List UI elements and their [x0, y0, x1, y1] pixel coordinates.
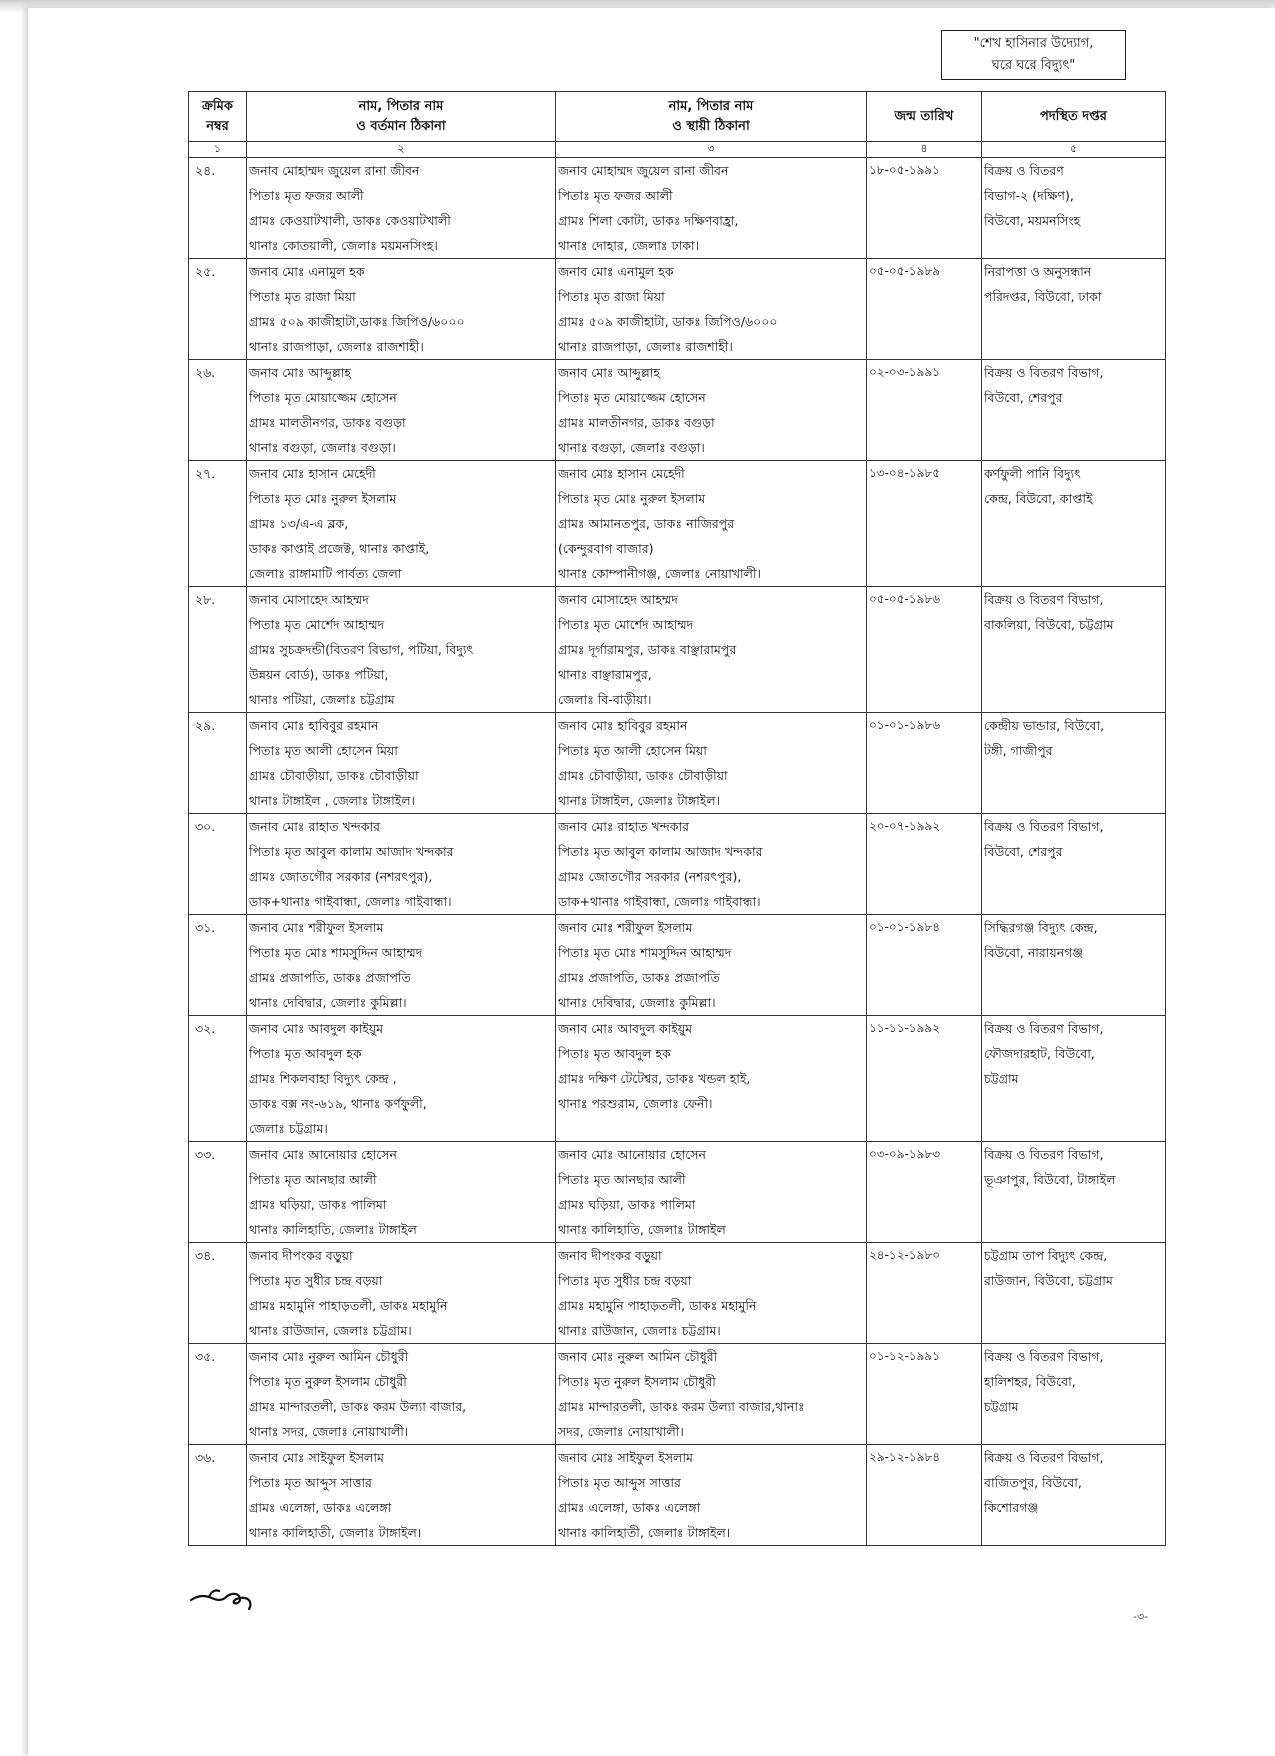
column-number: ৫ [982, 142, 1166, 158]
office-line: সিদ্ধিরগঞ্জ বিদ্যুৎ কেন্দ্র, [984, 920, 1098, 935]
office-cell [982, 360, 1166, 461]
present-address-line: গ্রামঃ চৌবাড়ীয়া, ডাকঃ চৌবাড়ীয়া [249, 768, 419, 783]
permanent-address-cell [556, 713, 867, 814]
dob-cell: ০১-০১-১৯৮৪ [867, 915, 982, 1016]
page-number: -৩- [1133, 1610, 1149, 1623]
present-address-cell [247, 1142, 556, 1243]
office-cell [982, 158, 1166, 259]
serial-cell: ৩২. [189, 1016, 247, 1142]
present-address-cell [247, 1344, 556, 1445]
present-address-line: থানাঃ দেবিদ্বার, জেলাঃ কুমিল্লা। [249, 995, 407, 1010]
column-number: ২ [247, 142, 556, 158]
table-row [189, 259, 1166, 360]
permanent-address-line: পিতাঃ মৃত রাজা মিয়া [558, 289, 665, 304]
table-row [189, 1445, 1166, 1546]
present-address-line: জনাব মোঃ এনামুল হক [249, 264, 365, 279]
serial-cell: ২৫. [189, 259, 247, 360]
permanent-address-cell [556, 461, 867, 587]
office-line: বিউবো, নারায়নগঞ্জ [984, 945, 1084, 960]
present-address-line: গ্রামঃ ঘড়িয়া, ডাকঃ পালিমা [249, 1197, 387, 1212]
present-address-line: জনাব মোঃ সাইফুল ইসলাম [249, 1450, 384, 1465]
office-line: কর্ণফুলী পানি বিদ্যুৎ [984, 466, 1081, 481]
present-address-line: জনাব মোঃ আবদুল কাইয়ুম [249, 1021, 384, 1036]
dob-cell: ২৯-১২-১৯৮৪ [867, 1445, 982, 1546]
present-address-line: গ্রামঃ এলেঙ্গা, ডাকঃ এলেঙ্গা [249, 1500, 392, 1515]
serial-cell: ২৪. [189, 158, 247, 259]
dob-cell: ১৮-০৫-১৯৯১ [867, 158, 982, 259]
office-line: বিক্রয় ও বিতরণ বিভাগ, [984, 592, 1104, 607]
slogan-line-1: "শেখ হাসিনার উদ্যোগ, [973, 36, 1094, 51]
present-address-line: পিতাঃ মৃত সুধীর চন্দ্র বড়য়া [249, 1273, 383, 1288]
permanent-address-line: ডাক+থানাঃ গাইবান্ধা, জেলাঃ গাইবান্ধা। [558, 894, 761, 909]
table-row [189, 713, 1166, 814]
permanent-address-cell [556, 915, 867, 1016]
present-address-line: পিতাঃ মৃত আনছার আলী [249, 1172, 377, 1187]
present-address-line: জনাব মোঃ আব্দুল্লাহ [249, 365, 351, 380]
header-present-line-2: ও বর্তমান ঠিকানা [356, 118, 446, 134]
present-address-line: থানাঃ কালিহাতি, জেলাঃ টাঙ্গাইল [249, 1222, 417, 1237]
header-present-address [247, 92, 556, 142]
present-address-line: পিতাঃ মৃত আলী হোসেন মিয়া [249, 743, 398, 758]
office-line: বাজিতপুর, বিউবো, [984, 1475, 1082, 1490]
permanent-address-line: থানাঃ বাঞ্ছারামপুর, [558, 667, 652, 682]
present-address-cell [247, 360, 556, 461]
permanent-address-line: থানাঃ কালিহাতী, জেলাঃ টাঙ্গাইল। [558, 1525, 731, 1540]
office-line: বিক্রয় ও বিতরণ [984, 163, 1064, 178]
office-cell [982, 1016, 1166, 1142]
serial-cell: ৩০. [189, 814, 247, 915]
dob-cell: ০২-০৩-১৯৯১ [867, 360, 982, 461]
office-line: বিক্রয় ও বিতরণ বিভাগ, [984, 1147, 1104, 1162]
permanent-address-line: গ্রামঃ ঘড়িয়া, ডাকঃ পালিমা [558, 1197, 696, 1212]
permanent-address-line: পিতাঃ মৃত মোঃ শামসুদ্দিন আহাম্মদ [558, 945, 732, 960]
present-address-line: থানাঃ টাঙ্গাইল , জেলাঃ টাঙ্গাইল। [249, 793, 415, 808]
permanent-address-line: থানাঃ বগুড়া, জেলাঃ বগুড়া। [558, 440, 705, 455]
table-row [189, 915, 1166, 1016]
office-line: কিশোরগঞ্জ [984, 1500, 1039, 1515]
permanent-address-line: গ্রামঃ দূর্গারামপুর, ডাকঃ বাঞ্ছারামপুর [558, 642, 737, 657]
office-line: কেন্দ্র, বিউবো, কাপ্তাই [984, 491, 1093, 506]
permanent-address-line: সদর, জেলাঃ নোয়াখালী। [558, 1424, 684, 1439]
present-address-cell [247, 587, 556, 713]
office-cell [982, 259, 1166, 360]
office-cell [982, 713, 1166, 814]
permanent-address-line: জনাব মোঃ আনোয়ার হোসেন [558, 1147, 707, 1162]
header-permanent-line-1: নাম, পিতার নাম [668, 98, 754, 114]
dob-cell: ০৫-০৫-১৯৮৯ [867, 259, 982, 360]
present-address-line: গ্রামঃ মালতীনগর, ডাকঃ বগুড়া [249, 415, 406, 430]
present-address-line: জনাব মোঃ আনোয়ার হোসেন [249, 1147, 398, 1162]
present-address-line: গ্রামঃ সুচক্রদন্ডী(বিতরণ বিভাগ, পটিয়া, বিদ্যুৎ [249, 642, 474, 657]
present-address-line: পিতাঃ মৃত মোঃ নুরুল ইসলাম [249, 491, 397, 506]
permanent-address-line: গ্রামঃ চৌবাড়ীয়া, ডাকঃ চৌবাড়ীয়া [558, 768, 728, 783]
permanent-address-line: জনাব দীপংকর বড়ুয়া [558, 1248, 662, 1263]
office-cell [982, 1142, 1166, 1243]
table-row [189, 360, 1166, 461]
permanent-address-line: জনাব মোঃ নুরুল আমিন চৌধুরী [558, 1349, 718, 1364]
permanent-address-line: জনাব মোঃ শরীফুল ইসলাম [558, 920, 693, 935]
present-address-line: জনাব মোহাম্মদ জুয়েল রানা জীবন [249, 163, 420, 178]
permanent-address-line: জনাব মোঃ এনামুল হক [558, 264, 674, 279]
permanent-address-line: পিতাঃ মৃত আবদুল হক [558, 1046, 671, 1061]
present-address-line: গ্রামঃ ৫০৯ কাজীহাটা,ডাকঃ জিপিও/৬০০০ [249, 314, 465, 329]
present-address-cell [247, 915, 556, 1016]
office-line: পরিদপ্তর, বিউবো, ঢাকা [984, 289, 1102, 304]
permanent-address-line: পিতাঃ মৃত আনছার আলী [558, 1172, 686, 1187]
header-office: পদস্থিত দপ্তর [982, 92, 1166, 142]
dob-cell: ১৩-০৪-১৯৮৫ [867, 461, 982, 587]
office-line: ভূঞাপুর, বিউবো, টাঙ্গাইল [984, 1172, 1116, 1187]
permanent-address-line: থানাঃ রাজপাড়া, জেলাঃ রাজশাহী। [558, 339, 733, 354]
office-line: বিউবো, শেরপুর [984, 844, 1063, 859]
column-number-row [189, 142, 1166, 158]
office-line: বিক্রয় ও বিতরণ বিভাগ, [984, 1021, 1104, 1036]
office-line: বিক্রয় ও বিতরণ বিভাগ, [984, 1349, 1104, 1364]
permanent-address-line: গ্রামঃ মহামুনি পাহাড়তলী, ডাকঃ মহামুনি [558, 1298, 757, 1313]
serial-cell: ৩৫. [189, 1344, 247, 1445]
present-address-line: জেলাঃ রাঙ্গামাটি পার্বত্য জেলা [249, 566, 402, 581]
present-address-line: পিতাঃ মৃত আব্দুস সাত্তার [249, 1475, 372, 1490]
table-row [189, 814, 1166, 915]
permanent-address-line: থানাঃ দেবিদ্বার, জেলাঃ কুমিল্লা। [558, 995, 716, 1010]
permanent-address-line: পিতাঃ মৃত সুধীর চন্দ্র বড়য়া [558, 1273, 692, 1288]
header-permanent-line-2: ও স্থায়ী ঠিকানা [672, 118, 750, 134]
present-address-line: জনাব মোঃ নুরুল আমিন চৌধুরী [249, 1349, 409, 1364]
permanent-address-line: গ্রামঃ মান্দারতলী, ডাকঃ করম উল্যা বাজার,থানাঃ [558, 1399, 805, 1414]
header-dob: জন্ম তারিখ [867, 92, 982, 142]
office-cell [982, 1445, 1166, 1546]
present-address-line: পিতাঃ মৃত ফজর আলী [249, 188, 364, 203]
table-row [189, 1016, 1166, 1142]
present-address-cell [247, 713, 556, 814]
present-address-line: গ্রামঃ মান্দারতলী, ডাকঃ করম উল্যা বাজার, [249, 1399, 467, 1414]
permanent-address-line: পিতাঃ মৃত মোঃ নুরুল ইসলাম [558, 491, 706, 506]
permanent-address-line: (কেন্দুরবাগ বাজার) [558, 541, 654, 556]
serial-cell: ৩৪. [189, 1243, 247, 1344]
table-row [189, 461, 1166, 587]
permanent-address-line: জনাব মোঃ আবদুল কাইয়ুম [558, 1021, 693, 1036]
present-address-line: থানাঃ রাজপাড়া, জেলাঃ রাজশাহী। [249, 339, 424, 354]
office-line: চট্টগ্রাম [984, 1071, 1019, 1086]
dob-cell: ০৫-০৫-১৯৮৬ [867, 587, 982, 713]
permanent-address-line: থানাঃ কালিহাতি, জেলাঃ টাঙ্গাইল [558, 1222, 726, 1237]
permanent-address-cell [556, 360, 867, 461]
present-address-line: থানাঃ কালিহাতী, জেলাঃ টাঙ্গাইল। [249, 1525, 422, 1540]
present-address-line: ডাকঃ কাপ্তাই প্রজেক্ট, থানাঃ কাপ্তাই, [249, 541, 430, 556]
table-row [189, 587, 1166, 713]
office-cell [982, 1344, 1166, 1445]
permanent-address-line: থানাঃ টাঙ্গাইল, জেলাঃ টাঙ্গাইল। [558, 793, 721, 808]
permanent-address-cell [556, 1142, 867, 1243]
permanent-address-line: গ্রামঃ শিলা কোটা, ডাকঃ দক্ষিণবাহ্রা, [558, 213, 739, 228]
office-line: বিউবো, শেরপুর [984, 390, 1063, 405]
permanent-address-line: জনাব মোঃ হাসান মেহেদী [558, 466, 685, 481]
permanent-address-line: গ্রামঃ জোতগৌর সরকার (নশরৎপুর), [558, 869, 742, 884]
present-address-line: গ্রামঃ কেওয়াটখালী, ডাকঃ কেওয়াটখালী [249, 213, 451, 228]
present-address-line: গ্রামঃ প্রজাপতি, ডাকঃ প্রজাপতি [249, 970, 411, 985]
present-address-cell [247, 461, 556, 587]
office-cell [982, 1243, 1166, 1344]
header-serial-line-1: ক্রমিক [202, 98, 233, 114]
dob-cell: ২৪-১২-১৯৮০ [867, 1243, 982, 1344]
serial-cell: ৩৬. [189, 1445, 247, 1546]
serial-cell: ৩১. [189, 915, 247, 1016]
column-number: ৩ [556, 142, 867, 158]
present-address-line: পিতাঃ মৃত আবদুল হক [249, 1046, 362, 1061]
table-body [189, 158, 1166, 1546]
present-address-line: থানাঃ কোতয়ালী, জেলাঃ ময়মনসিংহ। [249, 238, 438, 253]
present-address-line: থানাঃ পটিয়া, জেলাঃ চট্টগ্রাম [249, 692, 395, 707]
permanent-address-cell [556, 1016, 867, 1142]
office-line: ফৌজদারহাট, বিউবো, [984, 1046, 1095, 1061]
table-row [189, 158, 1166, 259]
present-address-line: জনাব মোঃ শরীফুল ইসলাম [249, 920, 384, 935]
table-row [189, 1142, 1166, 1243]
permanent-address-line: পিতাঃ মৃত ফজর আলী [558, 188, 673, 203]
present-address-line: থানাঃ বগুড়া, জেলাঃ বগুড়া। [249, 440, 396, 455]
header-row [189, 92, 1166, 142]
permanent-address-line: জনাব মোঃ সাইফুল ইসলাম [558, 1450, 693, 1465]
dob-cell: ০৩-০৯-১৯৮৩ [867, 1142, 982, 1243]
present-address-line: পিতাঃ মৃত রাজা মিয়া [249, 289, 356, 304]
present-address-line: গ্রামঃ জোতগৌর সরকার (নশরৎপুর), [249, 869, 433, 884]
permanent-address-cell [556, 587, 867, 713]
permanent-address-line: পিতাঃ মৃত নুরুল ইসলাম চৌধুরী [558, 1374, 716, 1389]
office-line: নিরাপত্তা ও অনুসন্ধান [984, 264, 1092, 279]
office-line: কেন্দ্রীয় ভান্ডার, বিউবো, [984, 718, 1105, 733]
header-permanent-address [556, 92, 867, 142]
present-address-line: গ্রামঃ শিকলবাহা বিদ্যুৎ কেন্দ্র , [249, 1071, 397, 1086]
present-address-line: পিতাঃ মৃত নুরুল ইসলাম চৌধুরী [249, 1374, 407, 1389]
present-address-line: জেলাঃ চট্টগ্রাম। [249, 1121, 328, 1136]
serial-cell: ৩৩. [189, 1142, 247, 1243]
present-address-line: পিতাঃ মৃত মোয়াজ্জেম হোসেন [249, 390, 397, 405]
permanent-address-line: পিতাঃ মৃত মোয়াজ্জেম হোসেন [558, 390, 706, 405]
present-address-cell [247, 814, 556, 915]
present-address-line: থানাঃ সদর, জেলাঃ নোয়াখালী। [249, 1424, 409, 1439]
permanent-address-line: গ্রামঃ মালতীনগর, ডাকঃ বগুড়া [558, 415, 715, 430]
dob-cell: ০১-০১-১৯৮৬ [867, 713, 982, 814]
serial-cell: ২৯. [189, 713, 247, 814]
permanent-address-line: পিতাঃ মৃত আবুল কালাম আজাদ খন্দকার [558, 844, 763, 859]
permanent-address-line: জনাব মোঃ আব্দুল্লাহ [558, 365, 660, 380]
present-address-line: পিতাঃ মৃত মোঃ শামসুদ্দিন আহাম্মদ [249, 945, 423, 960]
office-line: বিক্রয় ও বিতরণ বিভাগ, [984, 1450, 1104, 1465]
permanent-address-line: জনাব মোসাহেদ আহম্মদ [558, 592, 678, 607]
column-number: ১ [189, 142, 247, 158]
present-address-line: ডাকঃ বক্স নং-৬১৯, থানাঃ কর্ণফুলী, [249, 1096, 427, 1111]
office-line: বিউবো, ময়মনসিংহ [984, 213, 1081, 228]
office-cell [982, 814, 1166, 915]
permanent-address-line: পিতাঃ মৃত মোর্শেদ আহাম্মদ [558, 617, 694, 632]
office-line: বিভাগ-২ (দক্ষিণ), [984, 188, 1074, 203]
permanent-address-line: জনাব মোহাম্মদ জুয়েল রানা জীবন [558, 163, 729, 178]
header-serial [189, 92, 247, 142]
present-address-line: জনাব মোঃ রাহাত খন্দকার [249, 819, 381, 834]
permanent-address-line: জনাব মোঃ হাবিবুর রহমান [558, 718, 688, 733]
permanent-address-cell [556, 1344, 867, 1445]
office-line: রাউজান, বিউবো, চট্টগ্রাম [984, 1273, 1113, 1288]
permanent-address-cell [556, 259, 867, 360]
office-line: বাকলিয়া, বিউবো, চট্টগ্রাম [984, 617, 1114, 632]
permanent-address-line: পিতাঃ মৃত আব্দুস সাত্তার [558, 1475, 681, 1490]
present-address-line: পিতাঃ মৃত আবুল কালাম আজাদ খন্দকার [249, 844, 454, 859]
office-cell [982, 915, 1166, 1016]
permanent-address-line: জেলাঃ বি-বাড়ীয়া। [558, 692, 652, 707]
permanent-address-line: থানাঃ কোম্পানীগঞ্জ, জেলাঃ নোয়াখালী। [558, 566, 762, 581]
table-row [189, 1243, 1166, 1344]
permanent-address-cell [556, 158, 867, 259]
office-cell [982, 587, 1166, 713]
present-address-cell [247, 1016, 556, 1142]
present-address-line: জনাব মোসাহেদ আহম্মদ [249, 592, 369, 607]
present-address-line: গ্রামঃ ১৩/এ-এ ব্লক, [249, 516, 349, 531]
present-address-line: উন্নয়ন বোর্ড), ডাকঃ পটিয়া, [249, 667, 389, 682]
serial-cell: ২৭. [189, 461, 247, 587]
permanent-address-line: থানাঃ পরশুরাম, জেলাঃ ফেনী। [558, 1096, 713, 1111]
present-address-line: ডাক+থানাঃ গাইবান্ধা, জেলাঃ গাইবান্ধা। [249, 894, 452, 909]
permanent-address-cell [556, 1243, 867, 1344]
signature [189, 1578, 264, 1616]
permanent-address-line: গ্রামঃ এলেঙ্গা, ডাকঃ এলেঙ্গা [558, 1500, 701, 1515]
permanent-address-line: জনাব মোঃ রাহাত খন্দকার [558, 819, 690, 834]
header-serial-line-2: নম্বর [206, 118, 229, 134]
present-address-line: জনাব মোঃ হাসান মেহেদী [249, 466, 376, 481]
present-address-cell [247, 158, 556, 259]
dob-cell: ২০-০৭-১৯৯২ [867, 814, 982, 915]
header-present-line-1: নাম, পিতার নাম [358, 98, 444, 114]
slogan-box [941, 30, 1126, 80]
permanent-address-line: গ্রামঃ প্রজাপতি, ডাকঃ প্রজাপতি [558, 970, 720, 985]
permanent-address-line: থানাঃ দোহার, জেলাঃ ঢাকা। [558, 238, 700, 253]
candidate-table [188, 91, 1166, 1546]
office-line: বিক্রয় ও বিতরণ বিভাগ, [984, 365, 1104, 380]
dob-cell: ০১-১২-১৯৯১ [867, 1344, 982, 1445]
present-address-cell [247, 1445, 556, 1546]
slogan-line-2: ঘরে ঘরে বিদ্যুৎ" [991, 58, 1076, 73]
dob-cell: ১১-১১-১৯৯২ [867, 1016, 982, 1142]
present-address-line: জনাব দীপংকর বড়ুয়া [249, 1248, 353, 1263]
office-line: চট্টগ্রাম তাপ বিদ্যুৎ কেন্দ্র, [984, 1248, 1108, 1263]
present-address-cell [247, 1243, 556, 1344]
present-address-line: জনাব মোঃ হাবিবুর রহমান [249, 718, 379, 733]
office-line: হালিশহর, বিউবো, [984, 1374, 1076, 1389]
serial-cell: ২৬. [189, 360, 247, 461]
office-line: বিক্রয় ও বিতরণ বিভাগ, [984, 819, 1104, 834]
table-row [189, 1344, 1166, 1445]
present-address-cell [247, 259, 556, 360]
permanent-address-line: গ্রামঃ ৫০৯ কাজীহাটা, ডাকঃ জিপিও/৬০০০ [558, 314, 778, 329]
office-line: চট্টগ্রাম [984, 1399, 1019, 1414]
serial-cell: ২৮. [189, 587, 247, 713]
present-address-line: গ্রামঃ মহামুনি পাহাড়তলী, ডাকঃ মহামুনি [249, 1298, 448, 1313]
permanent-address-line: গ্রামঃ দক্ষিণ টেটেশ্বর, ডাকঃ খন্ডল হাই, [558, 1071, 751, 1086]
permanent-address-line: গ্রামঃ আমানতপুর, ডাকঃ নাজিরপুর [558, 516, 735, 531]
permanent-address-line: থানাঃ রাউজান, জেলাঃ চট্টগ্রাম। [558, 1323, 721, 1338]
column-number: ৪ [867, 142, 982, 158]
present-address-line: থানাঃ রাউজান, জেলাঃ চট্টগ্রাম। [249, 1323, 412, 1338]
present-address-line: পিতাঃ মৃত মোর্শেদ আহাম্মদ [249, 617, 385, 632]
permanent-address-cell [556, 814, 867, 915]
permanent-address-line: পিতাঃ মৃত আলী হোসেন মিয়া [558, 743, 707, 758]
permanent-address-cell [556, 1445, 867, 1546]
office-line: টঙ্গী, গাজীপুর [984, 743, 1053, 758]
office-cell [982, 461, 1166, 587]
